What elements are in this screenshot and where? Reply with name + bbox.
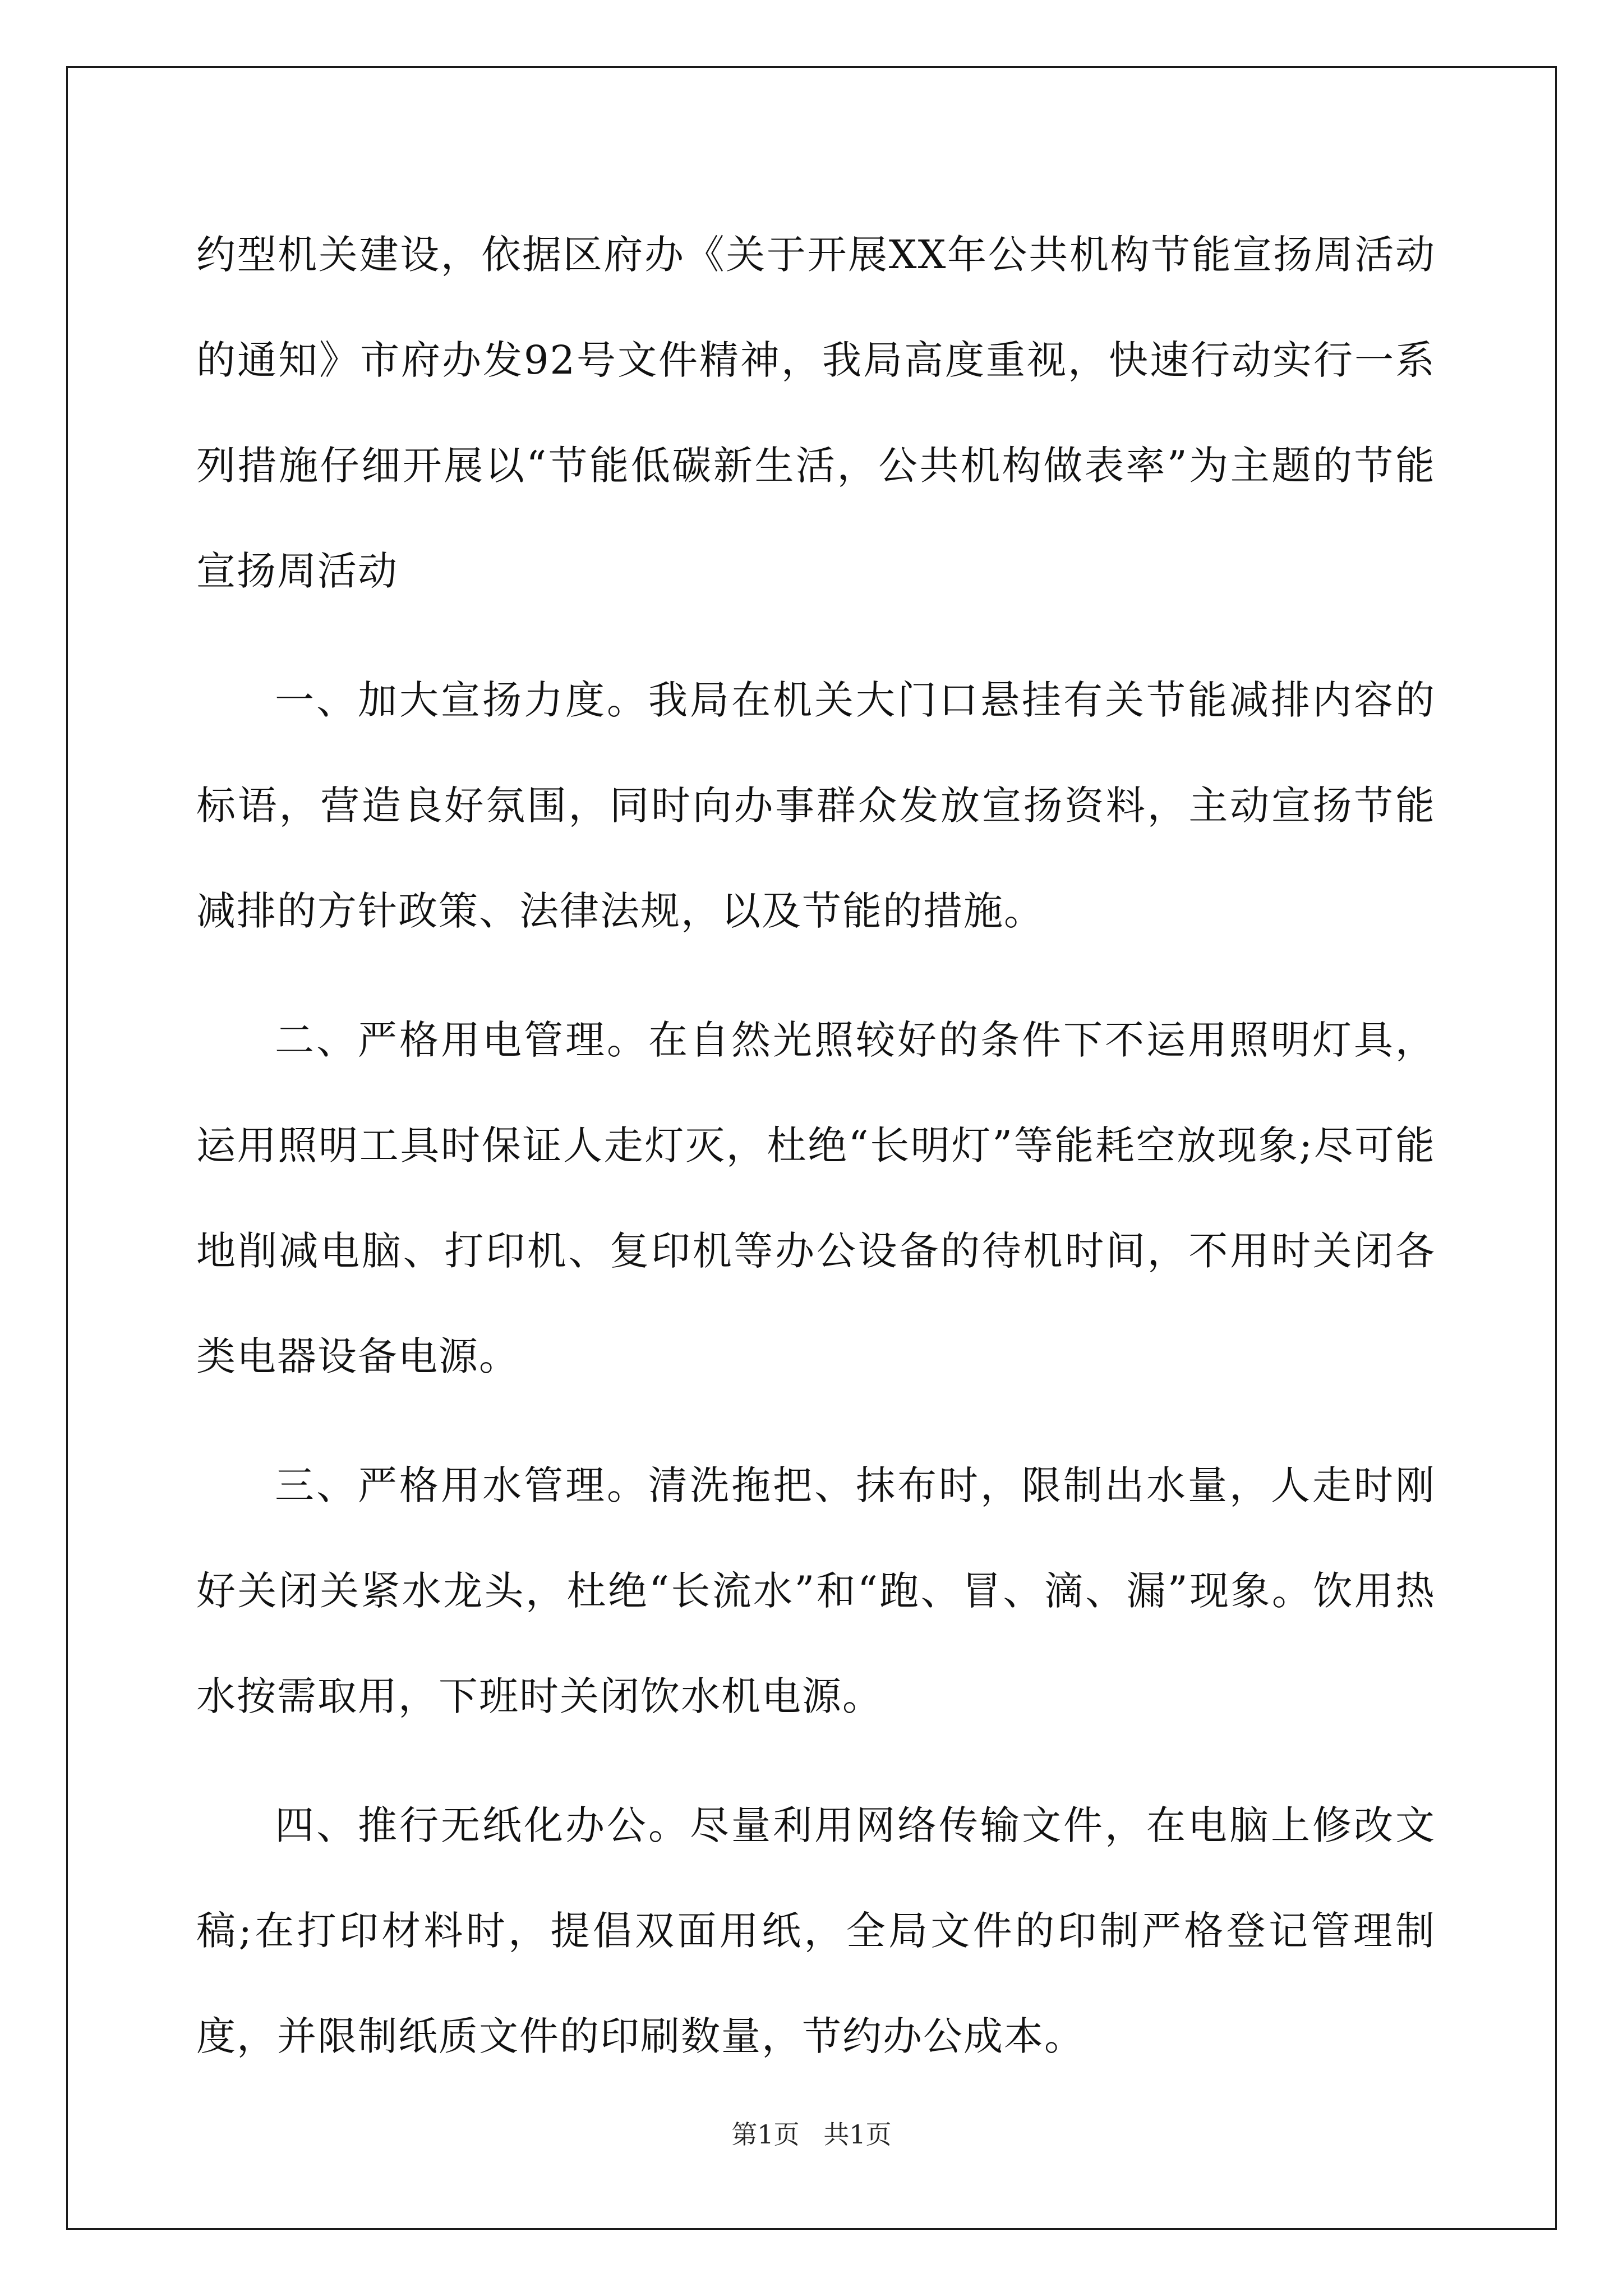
page-total: 共1页 — [823, 2119, 892, 2150]
paragraph-publicity: 一、加大宣扬力度。我局在机关大门口悬挂有关节能减排内容的标语，营造良好氛围，同时向办事群众发放宣扬资料，主动宣扬节能减排的方针政策、法律法规，以及节能的措施。 — [196, 677, 1436, 934]
paragraph-intro: 约型机关建设，依据区府办《关于开展XX年公共机构节能宣扬周活动的通知》市府办发92号文件精神，我局高度重视，快速行动实行一系列措施仔细开展以“节能低碳新生活，公共机构做表率”为主题的节能宣扬周活动 — [196, 232, 1436, 594]
document-body — [196, 202, 1436, 2113]
page-number: 第1页 — [731, 2119, 800, 2150]
paragraph-electricity: 二、严格用电管理。在自然光照较好的条件下不运用照明灯具，运用照明工具时保证人走灯灭，杜绝“长明灯”等能耗空放现象;尽可能地削减电脑、打印机、复印机等办公设备的待机时间，不用时关闭各类电器设备电源。 — [196, 1017, 1436, 1379]
paragraph-water: 三、严格用水管理。清洗拖把、抹布时，限制出水量，人走时刚好关闭关紧水龙头，杜绝“长流水”和“跑、冒、滴、漏”现象。饮用热水按需取用，下班时关闭饮水机电源。 — [196, 1462, 1436, 1719]
paragraph-paperless: 四、推行无纸化办公。尽量利用网络传输文件，在电脑上修改文稿;在打印材料时，提倡双面用纸，全局文件的印制严格登记管理制度，并限制纸质文件的印刷数量，节约办公成本。 — [196, 1802, 1436, 2059]
page-footer — [0, 2118, 1623, 2151]
